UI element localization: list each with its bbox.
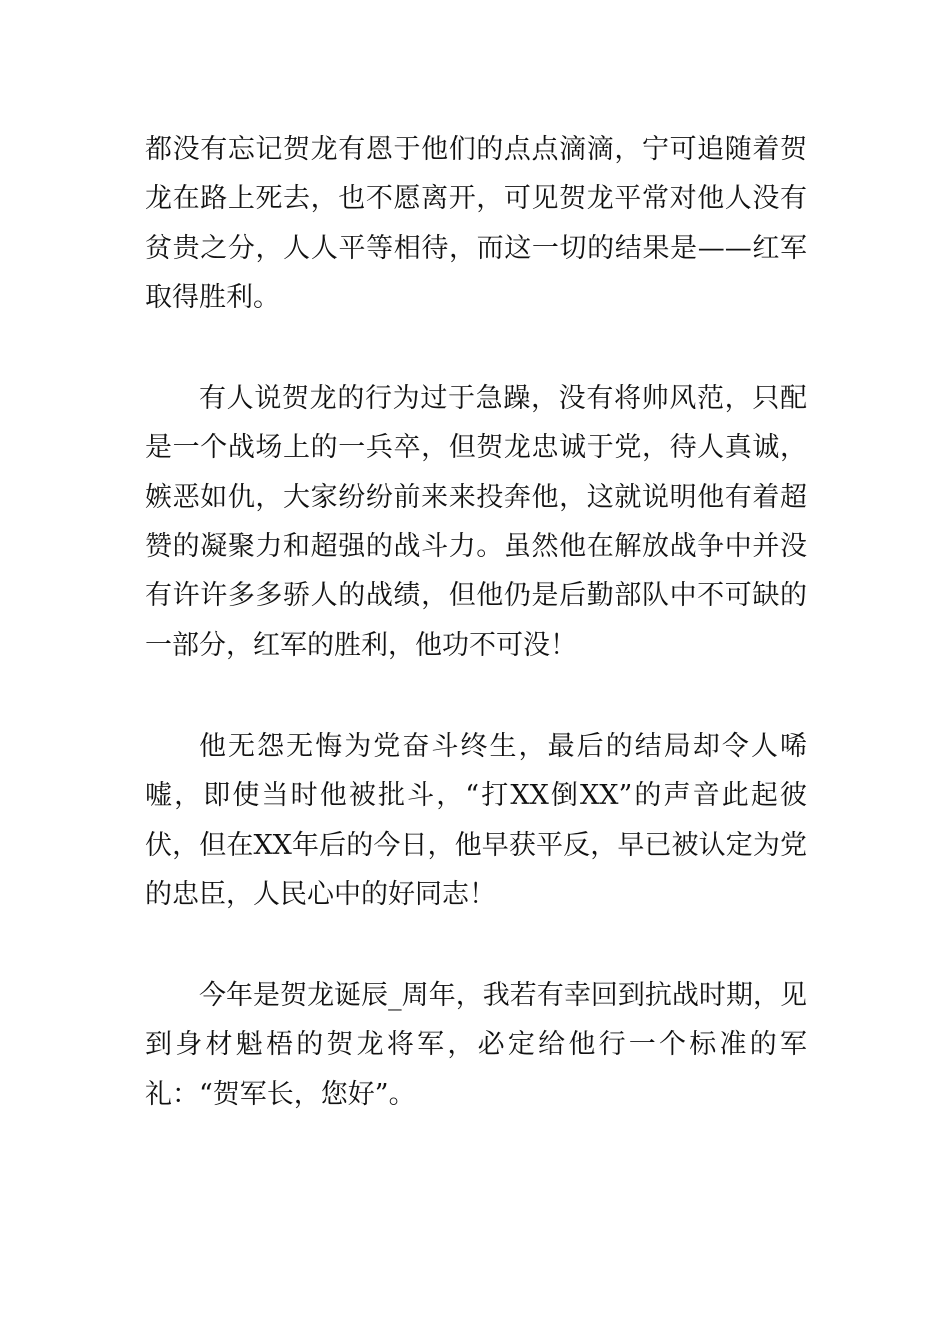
paragraph-4: 今年是贺龙诞辰_周年，我若有幸回到抗战时期，见到身材魁梧的贺龙将军，必定给他行一个标准的军礼：“贺军长，您好”。 <box>145 980 807 1110</box>
document-body <box>145 125 807 1119</box>
paragraph-gap <box>145 919 807 971</box>
paragraph-gap <box>145 670 807 722</box>
paragraph-2: 有人说贺龙的行为过于急躁，没有将帅风范，只配是一个战场上的一兵卒，但贺龙忠诚于党，待人真诚，嫉恶如仇，大家纷纷前来来投奔他，这就说明他有着超赞的凝聚力和超强的战斗力。虽然他在解放战争中并没有许许多多骄人的战绩，但他仍是后勤部队中不可缺的一部分，红军的胜利，他功不可没！ <box>145 383 807 661</box>
paragraph-1: 都没有忘记贺龙有恩于他们的点点滴滴，宁可追随着贺龙在路上死去，也不愿离开，可见贺龙平常对他人没有贫贵之分，人人平等相待，而这一切的结果是——红军取得胜利。 <box>145 134 807 313</box>
paragraph-3: 他无怨无悔为党奋斗终生，最后的结局却令人唏嘘，即使当时他被批斗，“打XX倒XX”的声音此起彼伏，但在XX年后的今日，他早获平反，早已被认定为党的忠臣，人民心中的好同志！ <box>145 730 807 910</box>
paragraph-gap <box>145 322 807 374</box>
